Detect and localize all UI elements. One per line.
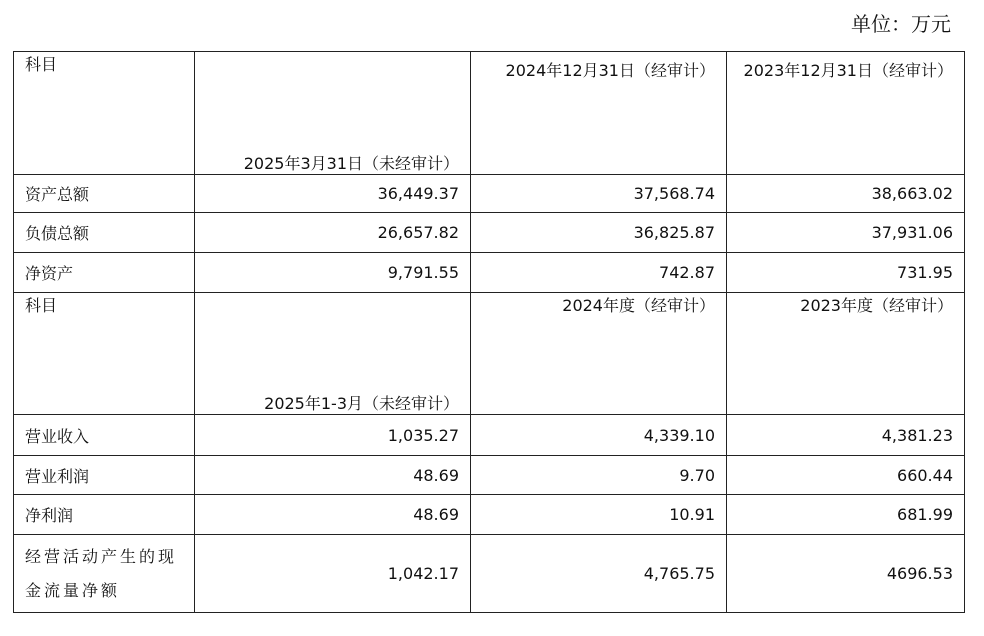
row-value-col3: 681.99 <box>727 495 965 535</box>
balance-header-label: 科目 <box>14 52 195 175</box>
row-value-col3: 4,381.23 <box>727 415 965 456</box>
table-row <box>14 495 965 535</box>
row-value-col3: 731.95 <box>727 253 965 293</box>
row-label: 负债总额 <box>14 213 195 253</box>
row-value-col1: 48.69 <box>195 456 471 495</box>
row-value-col1: 1,035.27 <box>195 415 471 456</box>
row-value-col3: 38,663.02 <box>727 175 965 213</box>
row-value-col1: 9,791.55 <box>195 253 471 293</box>
row-value-col2: 4,765.75 <box>471 535 727 613</box>
row-value-col1: 48.69 <box>195 495 471 535</box>
row-label: 净资产 <box>14 253 195 293</box>
table-row <box>14 253 965 293</box>
table-row <box>14 415 965 456</box>
income-header-col2: 2024年度（经审计） <box>471 293 727 415</box>
table-row <box>14 535 965 613</box>
income-header-row <box>14 293 965 415</box>
row-value-col1: 1,042.17 <box>195 535 471 613</box>
row-value-col2: 4,339.10 <box>471 415 727 456</box>
row-value-col3: 660.44 <box>727 456 965 495</box>
row-label: 营业收入 <box>14 415 195 456</box>
row-value-col2: 36,825.87 <box>471 213 727 253</box>
income-header-label: 科目 <box>14 293 195 415</box>
table-row <box>14 175 965 213</box>
row-label: 资产总额 <box>14 175 195 213</box>
row-value-col1: 36,449.37 <box>195 175 471 213</box>
balance-header-col1: 2025年3月31日（未经审计） <box>195 52 471 175</box>
row-value-col2: 742.87 <box>471 253 727 293</box>
balance-header-col2: 2024年12月31日（经审计） <box>471 52 727 175</box>
row-label: 营业利润 <box>14 456 195 495</box>
row-value-col3: 4696.53 <box>727 535 965 613</box>
row-label: 净利润 <box>14 495 195 535</box>
row-value-col2: 10.91 <box>471 495 727 535</box>
row-value-col1: 26,657.82 <box>195 213 471 253</box>
row-label: 经营活动产生的现金流量净额 <box>14 535 195 613</box>
unit-label: 单位：万元 <box>851 12 951 36</box>
row-value-col2: 37,568.74 <box>471 175 727 213</box>
row-value-col3: 37,931.06 <box>727 213 965 253</box>
financial-summary-table <box>13 51 965 613</box>
table-row <box>14 213 965 253</box>
table-row <box>14 456 965 495</box>
income-header-col1: 2025年1-3月（未经审计） <box>195 293 471 415</box>
income-header-col3: 2023年度（经审计） <box>727 293 965 415</box>
balance-header-row <box>14 52 965 175</box>
row-value-col2: 9.70 <box>471 456 727 495</box>
balance-header-col3: 2023年12月31日（经审计） <box>727 52 965 175</box>
